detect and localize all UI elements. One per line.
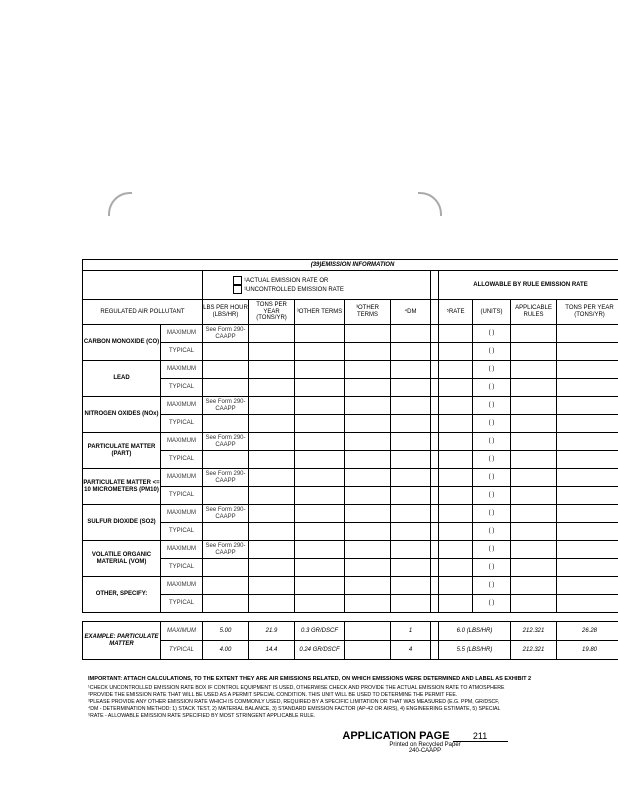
rate-cell[interactable]: [439, 541, 473, 559]
column-gap: [431, 300, 439, 325]
pollutant-name: NITROGEN OXIDES (NOx): [83, 397, 161, 433]
example-max-tons: 21.9: [249, 622, 295, 641]
other-terms-cell[interactable]: [295, 469, 345, 487]
lbs-hr-cell[interactable]: See Form 290-CAAPP: [203, 505, 249, 523]
row-type-label: MAXIMUM: [161, 505, 203, 523]
pollutant-name: CARBON MONOXIDE (CO): [83, 325, 161, 361]
example-max-dm: 1: [391, 622, 431, 641]
units-parens: ( ): [488, 510, 495, 517]
dm-cell[interactable]: [391, 415, 431, 433]
units-parens: ( ): [488, 402, 495, 409]
applicable-rules-cell[interactable]: [511, 433, 557, 451]
tons-yr-cell-2[interactable]: [557, 559, 618, 577]
pollutant-row-typ: [83, 343, 618, 361]
units-cell[interactable]: [473, 577, 511, 595]
column-gap: [431, 641, 439, 660]
important-note: IMPORTANT: ATTACH CALCULATIONS, TO THE EXTENT THEY ARE AIR EMISSIONS RELATED, ON WHICH EMISSIONS WERE DETERMINED AND LABEL AS EXHIBIT 2: [88, 676, 532, 682]
row-type-label: MAXIMUM: [161, 433, 203, 451]
other-terms-cell-2[interactable]: [345, 505, 391, 523]
units-cell[interactable]: [473, 343, 511, 361]
other-terms-cell[interactable]: [295, 343, 345, 361]
footnote-4: ⁴DM - DETERMINATION METHOD: 1) STACK TEST, 2) MATERIAL BALANCE, 3) STANDARD EMISSION FACTOR (AP-42 OR AIRS), 4) ENGINEERING ESTIMATE, 5) SPECIAL: [88, 706, 501, 712]
actual-rate-checkbox[interactable]: [233, 276, 242, 285]
example-typ-dm: 4: [391, 641, 431, 660]
applicable-rules-cell[interactable]: [511, 577, 557, 595]
other-terms-cell[interactable]: [295, 595, 345, 613]
emission-table: [82, 259, 618, 613]
pollutant-name: PARTICULATE MATTER (PART): [83, 433, 161, 469]
tons-yr-cell[interactable]: [249, 361, 295, 379]
pollutant-row-max: [83, 469, 618, 487]
other-terms-cell-2[interactable]: [345, 379, 391, 397]
example-typ-label: TYPICAL: [161, 641, 203, 660]
other-terms-cell-2[interactable]: [345, 415, 391, 433]
pollutant-row-max: [83, 433, 618, 451]
units-cell[interactable]: [473, 523, 511, 541]
applicable-rules-cell[interactable]: [511, 397, 557, 415]
rate-cell[interactable]: [439, 523, 473, 541]
applicable-rules-cell[interactable]: [511, 541, 557, 559]
rate-cell[interactable]: [439, 451, 473, 469]
dm-cell[interactable]: [391, 397, 431, 415]
other-terms-cell-2[interactable]: [345, 433, 391, 451]
tons-yr-cell[interactable]: [249, 415, 295, 433]
pollutant-row-max: [83, 541, 618, 559]
tons-yr-cell-2[interactable]: [557, 505, 618, 523]
units-cell[interactable]: [473, 505, 511, 523]
row-type-label: TYPICAL: [161, 379, 203, 397]
form-number: 240-CAAPP: [408, 748, 442, 754]
applicable-rules-cell[interactable]: [511, 361, 557, 379]
applicable-rules-cell[interactable]: [511, 595, 557, 613]
column-gap: [431, 523, 439, 541]
column-gap: [431, 361, 439, 379]
units-parens: ( ): [488, 492, 495, 499]
dm-header: ⁴DM: [391, 300, 431, 325]
tons-yr-cell[interactable]: [249, 523, 295, 541]
other-terms-cell[interactable]: [295, 415, 345, 433]
column-gap: [431, 397, 439, 415]
header-blank: [83, 271, 203, 300]
pollutant-row-max: [83, 505, 618, 523]
applicable-rules-header: APPLICABLE RULES: [511, 300, 557, 325]
checkbox-group: [203, 271, 431, 300]
column-gap: [431, 469, 439, 487]
lbs-hr-cell[interactable]: [203, 559, 249, 577]
lbs-hr-cell[interactable]: [203, 379, 249, 397]
footnote-1: ¹CHECK UNCONTROLLED EMISSION RATE BOX IF CONTROL EQUIPMENT IS USED, OTHERWISE CHECK AND PROVIDE THE ACTUAL EMISSION RATE TO ATMOSPHERE: [88, 685, 505, 691]
lbs-hr-cell[interactable]: See Form 290-CAAPP: [203, 325, 249, 343]
row-type-label: TYPICAL: [161, 523, 203, 541]
column-gap: [431, 595, 439, 613]
other-terms-cell-2[interactable]: [345, 325, 391, 343]
applicable-rules-cell[interactable]: [511, 451, 557, 469]
tons-yr-cell-2[interactable]: [557, 361, 618, 379]
example-table: [82, 621, 618, 660]
row-type-label: TYPICAL: [161, 595, 203, 613]
uncontrolled-rate-label: ¹UNCONTROLLED EMISSION RATE: [244, 287, 344, 294]
dm-cell[interactable]: [391, 523, 431, 541]
row-type-label: MAXIMUM: [161, 577, 203, 595]
rate-header: ⁵RATE: [439, 300, 473, 325]
applicable-rules-cell[interactable]: [511, 523, 557, 541]
units-parens: ( ): [488, 528, 495, 535]
dm-cell[interactable]: [391, 541, 431, 559]
applicable-rules-cell[interactable]: [511, 487, 557, 505]
other-terms-cell[interactable]: [295, 523, 345, 541]
pollutant-row-max: [83, 577, 618, 595]
rate-cell[interactable]: [439, 415, 473, 433]
tons-yr-cell[interactable]: [249, 325, 295, 343]
dm-cell[interactable]: [391, 577, 431, 595]
tons-yr-cell[interactable]: [249, 469, 295, 487]
pollutant-row-typ: [83, 559, 618, 577]
applicable-rules-cell[interactable]: [511, 325, 557, 343]
example-typ-tons: 14.4: [249, 641, 295, 660]
tons-yr-cell-2[interactable]: [557, 523, 618, 541]
pollutant-header: REGULATED AIR POLLUTANT: [83, 300, 203, 325]
other-terms-cell-2[interactable]: [345, 343, 391, 361]
page-footer: [340, 730, 510, 754]
units-parens: ( ): [488, 438, 495, 445]
other-terms-header-2: ³OTHER TERMS: [345, 300, 391, 325]
lbs-hr-cell[interactable]: [203, 451, 249, 469]
other-terms-cell[interactable]: [295, 379, 345, 397]
dm-cell[interactable]: [391, 487, 431, 505]
tons-yr-cell[interactable]: [249, 487, 295, 505]
pollutant-name: OTHER, SPECIFY:: [83, 577, 161, 613]
column-gap: [431, 433, 439, 451]
section-title: (39)EMISSION INFORMATION: [83, 260, 618, 271]
dm-cell[interactable]: [391, 361, 431, 379]
dm-cell[interactable]: [391, 505, 431, 523]
units-header: (UNITS): [473, 300, 511, 325]
dm-cell[interactable]: [391, 451, 431, 469]
row-type-label: MAXIMUM: [161, 541, 203, 559]
units-parens: ( ): [488, 600, 495, 607]
rate-cell[interactable]: [439, 559, 473, 577]
units-parens: ( ): [488, 564, 495, 571]
column-gap: [431, 271, 439, 300]
page-label: APPLICATION PAGE: [342, 730, 450, 742]
units-parens: ( ): [488, 348, 495, 355]
emission-information-form: [82, 259, 618, 660]
tons-yr-cell-2[interactable]: [557, 415, 618, 433]
row-type-label: MAXIMUM: [161, 325, 203, 343]
units-parens: ( ): [488, 330, 495, 337]
rate-cell[interactable]: [439, 343, 473, 361]
other-terms-cell[interactable]: [295, 487, 345, 505]
tons-yr-cell-2[interactable]: [557, 487, 618, 505]
other-terms-cell-2[interactable]: [345, 577, 391, 595]
example-typ-tons-2: 19.80: [557, 641, 618, 660]
rate-cell[interactable]: [439, 397, 473, 415]
other-terms-cell-2[interactable]: [345, 469, 391, 487]
units-parens: ( ): [488, 366, 495, 373]
tons-yr-cell-2[interactable]: [557, 433, 618, 451]
rate-cell[interactable]: [439, 469, 473, 487]
pollutant-row-typ: [83, 379, 618, 397]
applicable-rules-cell[interactable]: [511, 559, 557, 577]
applicable-rules-cell[interactable]: [511, 343, 557, 361]
example-typ-lbs: 4.00: [203, 641, 249, 660]
tons-yr-cell[interactable]: [249, 379, 295, 397]
dm-cell[interactable]: [391, 433, 431, 451]
other-terms-cell-2[interactable]: [345, 595, 391, 613]
row-type-label: TYPICAL: [161, 451, 203, 469]
tons-yr-cell-2[interactable]: [557, 541, 618, 559]
lbs-hr-cell[interactable]: [203, 343, 249, 361]
applicable-rules-cell[interactable]: [511, 415, 557, 433]
example-max-tons-2: 26.28: [557, 622, 618, 641]
allowable-title: ALLOWABLE BY RULE EMISSION RATE: [439, 271, 618, 300]
applicable-rules-cell[interactable]: [511, 469, 557, 487]
units-parens: ( ): [488, 420, 495, 427]
column-gap: [431, 541, 439, 559]
units-cell[interactable]: [473, 451, 511, 469]
example-max-other-2: [345, 622, 391, 641]
pollutant-row-typ: [83, 415, 618, 433]
example-typ-rule: 212.321: [511, 641, 557, 660]
pollutant-name: PARTICULATE MATTER <= 10 MICROMETERS (PM10): [83, 469, 161, 505]
units-cell[interactable]: [473, 559, 511, 577]
lbs-hr-cell[interactable]: [203, 595, 249, 613]
lbs-hr-cell[interactable]: [203, 577, 249, 595]
footnote-2: ²PROVIDE THE EMISSION RATE THAT WILL BE USED AS A PERMIT SPECIAL CONDITION. THIS UNIT WILL BE USED TO DETERMINE THE PERMIT FEE.: [88, 692, 458, 698]
scan-mark-left: [108, 192, 132, 216]
example-max-other: 0.3 GR/DSCF: [295, 622, 345, 641]
tons-yr-cell[interactable]: [249, 595, 295, 613]
dm-cell[interactable]: [391, 343, 431, 361]
row-type-label: MAXIMUM: [161, 469, 203, 487]
recycled-note: Printed on Recycled Paper: [389, 742, 461, 748]
units-parens: ( ): [488, 582, 495, 589]
uncontrolled-rate-checkbox[interactable]: [233, 285, 242, 294]
units-parens: ( ): [488, 384, 495, 391]
other-terms-cell[interactable]: [295, 451, 345, 469]
rate-cell[interactable]: [439, 325, 473, 343]
tons-yr-cell-2[interactable]: [557, 469, 618, 487]
lbs-hr-cell[interactable]: [203, 415, 249, 433]
other-terms-cell[interactable]: [295, 325, 345, 343]
row-type-label: TYPICAL: [161, 343, 203, 361]
units-cell[interactable]: [473, 361, 511, 379]
pollutant-name: VOLATILE ORGANIC MATERIAL (VOM): [83, 541, 161, 577]
row-type-label: MAXIMUM: [161, 361, 203, 379]
units-cell[interactable]: [473, 469, 511, 487]
other-terms-header: ³OTHER TERMS: [295, 300, 345, 325]
rate-cell[interactable]: [439, 361, 473, 379]
column-gap: [431, 577, 439, 595]
units-cell[interactable]: [473, 415, 511, 433]
lbs-hr-cell[interactable]: [203, 487, 249, 505]
pollutant-name: SULFUR DIOXIDE (SO2): [83, 505, 161, 541]
rate-cell[interactable]: [439, 595, 473, 613]
example-pollutant: EXAMPLE: PARTICULATE MATTER: [83, 622, 161, 660]
dm-cell[interactable]: [391, 595, 431, 613]
tons-yr-cell[interactable]: [249, 577, 295, 595]
units-cell[interactable]: [473, 325, 511, 343]
pollutant-row-typ: [83, 595, 618, 613]
row-type-label: TYPICAL: [161, 487, 203, 505]
footnote-3: ³PLEASE PROVIDE ANY OTHER EMISSION RATE WHICH IS COMMONLY USED, REQUIRED BY A SPECIFIC LIMITATION OR THAT WAS MEASURED (E.G. PPM, GR/DSCF,: [88, 699, 500, 705]
page-number: 211: [453, 731, 508, 742]
pollutant-row-max: [83, 325, 618, 343]
tons-yr-cell-2[interactable]: [557, 379, 618, 397]
tons-yr-cell[interactable]: [249, 505, 295, 523]
tons-yr-cell[interactable]: [249, 433, 295, 451]
example-max-rate: 6.0 (LBS/HR): [439, 622, 511, 641]
tons-yr-cell[interactable]: [249, 397, 295, 415]
units-cell[interactable]: [473, 397, 511, 415]
tons-yr-header-2: TONS PER YEAR (TONS/YR): [557, 300, 618, 325]
dm-cell[interactable]: [391, 325, 431, 343]
lbs-hr-cell[interactable]: [203, 523, 249, 541]
other-terms-cell-2[interactable]: [345, 361, 391, 379]
pollutant-row-max: [83, 361, 618, 379]
pollutant-name: LEAD: [83, 361, 161, 397]
tons-yr-cell[interactable]: [249, 451, 295, 469]
rate-cell[interactable]: [439, 577, 473, 595]
other-terms-cell-2[interactable]: [345, 451, 391, 469]
tons-yr-cell-2[interactable]: [557, 343, 618, 361]
units-cell[interactable]: [473, 541, 511, 559]
other-terms-cell-2[interactable]: [345, 559, 391, 577]
tons-yr-cell[interactable]: [249, 559, 295, 577]
dm-cell[interactable]: [391, 379, 431, 397]
tons-yr-cell-2[interactable]: [557, 397, 618, 415]
tons-yr-cell[interactable]: [249, 343, 295, 361]
other-terms-cell-2[interactable]: [345, 541, 391, 559]
example-max-label: MAXIMUM: [161, 622, 203, 641]
row-type-label: MAXIMUM: [161, 397, 203, 415]
units-cell[interactable]: [473, 595, 511, 613]
other-terms-cell-2[interactable]: [345, 397, 391, 415]
column-gap: [431, 622, 439, 641]
other-terms-cell[interactable]: [295, 559, 345, 577]
dm-cell[interactable]: [391, 559, 431, 577]
applicable-rules-cell[interactable]: [511, 505, 557, 523]
lbs-hr-cell[interactable]: See Form 290-CAAPP: [203, 541, 249, 559]
other-terms-cell[interactable]: [295, 577, 345, 595]
rate-cell[interactable]: [439, 433, 473, 451]
tons-yr-cell-2[interactable]: [557, 325, 618, 343]
rate-cell[interactable]: [439, 505, 473, 523]
footnote-5: ⁵RATE - ALLOWABLE EMISSION RATE SPECIFIED BY MOST STRINGENT APPLICABLE RULE.: [88, 713, 316, 719]
example-max-rule: 212.321: [511, 622, 557, 641]
column-gap: [431, 379, 439, 397]
column-gap: [431, 451, 439, 469]
other-terms-cell[interactable]: [295, 433, 345, 451]
column-gap: [431, 487, 439, 505]
footnotes: [88, 676, 618, 720]
tons-yr-cell-2[interactable]: [557, 451, 618, 469]
units-parens: ( ): [488, 474, 495, 481]
other-terms-cell[interactable]: [295, 505, 345, 523]
column-gap: [431, 415, 439, 433]
row-type-label: TYPICAL: [161, 415, 203, 433]
pollutant-row-max: [83, 397, 618, 415]
rate-cell[interactable]: [439, 379, 473, 397]
row-type-label: TYPICAL: [161, 559, 203, 577]
tons-yr-cell[interactable]: [249, 541, 295, 559]
scan-mark-right: [418, 192, 442, 216]
other-terms-cell[interactable]: [295, 361, 345, 379]
example-max-lbs: 5.00: [203, 622, 249, 641]
rate-cell[interactable]: [439, 487, 473, 505]
actual-rate-label: ¹ACTUAL EMISSION RATE OR: [244, 278, 329, 285]
units-cell[interactable]: [473, 433, 511, 451]
units-parens: ( ): [488, 546, 495, 553]
column-gap: [431, 325, 439, 343]
applicable-rules-cell[interactable]: [511, 379, 557, 397]
other-terms-cell[interactable]: [295, 541, 345, 559]
units-cell[interactable]: [473, 379, 511, 397]
example-typ-other: 0.24 GR/DSCF: [295, 641, 345, 660]
tons-yr-cell-2[interactable]: [557, 595, 618, 613]
other-terms-cell[interactable]: [295, 397, 345, 415]
example-typ-rate: 5.5 (LBS/HR): [439, 641, 511, 660]
units-parens: ( ): [488, 456, 495, 463]
lbs-hr-header: LBS PER HOUR (LBS/HR): [203, 300, 249, 325]
lbs-hr-cell[interactable]: See Form 290-CAAPP: [203, 469, 249, 487]
column-gap: [431, 343, 439, 361]
dm-cell[interactable]: [391, 469, 431, 487]
example-typ-other-2: [345, 641, 391, 660]
tons-yr-cell-2[interactable]: [557, 577, 618, 595]
tons-yr-header: TONS PER YEAR (TONS/YR): [249, 300, 295, 325]
units-cell[interactable]: [473, 487, 511, 505]
lbs-hr-cell[interactable]: [203, 361, 249, 379]
column-gap: [431, 559, 439, 577]
column-gap: [431, 505, 439, 523]
pollutant-row-typ: [83, 451, 618, 469]
pollutant-row-typ: [83, 523, 618, 541]
lbs-hr-cell[interactable]: See Form 290-CAAPP: [203, 433, 249, 451]
lbs-hr-cell[interactable]: See Form 290-CAAPP: [203, 397, 249, 415]
other-terms-cell-2[interactable]: [345, 523, 391, 541]
other-terms-cell-2[interactable]: [345, 487, 391, 505]
pollutant-row-typ: [83, 487, 618, 505]
